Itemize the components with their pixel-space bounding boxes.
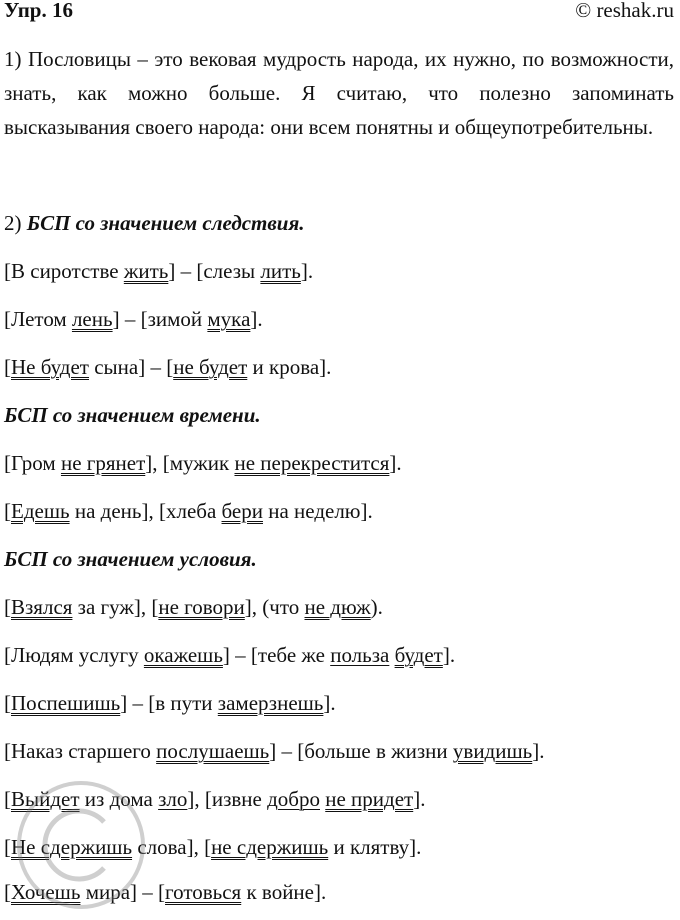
subject-word: польза (330, 643, 390, 667)
predicate-word: не перекрестится (234, 451, 390, 475)
plain-text: [ (4, 499, 11, 523)
sentence-line (4, 787, 425, 811)
plain-text: ]. (323, 691, 336, 715)
plain-text: [В сиротстве (4, 259, 124, 283)
predicate-word: послушаешь (156, 739, 270, 763)
section-heading-text: БСП со значением следствия. (26, 211, 305, 235)
plain-text: [ (4, 835, 11, 859)
predicate-word: мука (207, 307, 251, 331)
plain-text: ). (370, 595, 383, 619)
predicate-word: жить (123, 259, 169, 283)
sentence-line (4, 499, 373, 523)
plain-text: [ (4, 595, 11, 619)
predicate-word: готовься (165, 880, 242, 904)
plain-text: к войне]. (241, 880, 327, 904)
section-heading-time: БСП со значением времени. (4, 403, 261, 427)
plain-text: мира] – [ (80, 880, 166, 904)
section-number: 2) (4, 211, 27, 235)
plain-text: ], [извне (187, 787, 268, 811)
header (4, 0, 674, 26)
sentence-line (4, 595, 383, 619)
plain-text: ]. (442, 643, 456, 667)
plain-text: ], (что (244, 595, 305, 619)
section-heading-condition: БСП со значением условия. (4, 547, 257, 571)
plain-text: за гуж], [ (72, 595, 159, 619)
plain-text: [Людям услугу (4, 643, 144, 667)
plain-text: ] – [слезы (168, 259, 261, 283)
site-credit: © reshak.ru (575, 0, 674, 22)
intro-paragraph: 1) Пословицы – это вековая мудрость народа, их нужно, по возможности, знать, как можно больше. Я считаю, что полезно запоминать высказывания своего народа: они всем понятны и общеупотребительны. (4, 47, 674, 139)
plain-text: на неделю]. (262, 499, 373, 523)
predicate-word: бери (221, 499, 263, 523)
predicate-word: лить (260, 259, 301, 283)
predicate-word: Хочешь (11, 880, 81, 904)
plain-text: ]. (532, 739, 545, 763)
predicate-word: Едешь (11, 499, 70, 523)
predicate-word: Поспешишь (11, 691, 121, 715)
plain-text: ], [мужик (145, 451, 235, 475)
sentence-line (4, 880, 326, 904)
predicate-word: увидишь (452, 739, 533, 763)
sentence-line (4, 451, 402, 475)
plain-text: и крова]. (247, 355, 332, 379)
predicate-word: не будет (173, 355, 248, 379)
predicate-word: не говори (158, 595, 245, 619)
predicate-word: не грянет (60, 451, 146, 475)
plain-text: ]. (250, 307, 263, 331)
plain-text: ] – [в пути (120, 691, 218, 715)
plain-text: [ (4, 691, 11, 715)
sentence-line (4, 691, 336, 715)
subject-word: добро (267, 787, 320, 811)
predicate-word: Не будет (11, 355, 89, 379)
predicate-word: окажешь (143, 643, 223, 667)
plain-text: ]. (300, 259, 314, 283)
sentence-line (4, 355, 331, 379)
plain-text: ]. (413, 787, 426, 811)
subject-word: зло (158, 787, 188, 811)
plain-text: на день], [хлеба (69, 499, 222, 523)
predicate-word: замерзнешь (217, 691, 324, 715)
plain-text: [ (4, 880, 11, 904)
sentence-line (4, 739, 544, 763)
plain-text: сына] – [ (88, 355, 174, 379)
plain-text: [Гром (4, 451, 61, 475)
predicate-word: лень (71, 307, 113, 331)
sentence-line (4, 259, 313, 283)
section-heading-consequence (4, 211, 305, 235)
predicate-word: не дюж (304, 595, 371, 619)
plain-text: ] – [тебе же (222, 643, 331, 667)
exercise-title: Упр. 16 (4, 0, 73, 22)
sentence-line (4, 835, 421, 859)
sentence-line (4, 643, 455, 667)
plain-text: ] – [больше в жизни (269, 739, 453, 763)
plain-text: слова], [ (132, 835, 212, 859)
plain-text: [Наказ старшего (4, 739, 157, 763)
predicate-word: не сдержишь (211, 835, 329, 859)
sentence-line (4, 307, 263, 331)
predicate-word: Не сдержишь (11, 835, 133, 859)
plain-text: ] – [зимой (112, 307, 208, 331)
plain-text: [ (4, 787, 11, 811)
predicate-word: Взялся (11, 595, 73, 619)
plain-text: [Летом (4, 307, 72, 331)
plain-text: [ (4, 355, 11, 379)
plain-text: и клятву]. (328, 835, 422, 859)
predicate-word: Выйдет (11, 787, 80, 811)
plain-text: из дома (79, 787, 159, 811)
predicate-word: будет (394, 643, 443, 667)
predicate-word: не придет (325, 787, 414, 811)
plain-text: ]. (389, 451, 402, 475)
